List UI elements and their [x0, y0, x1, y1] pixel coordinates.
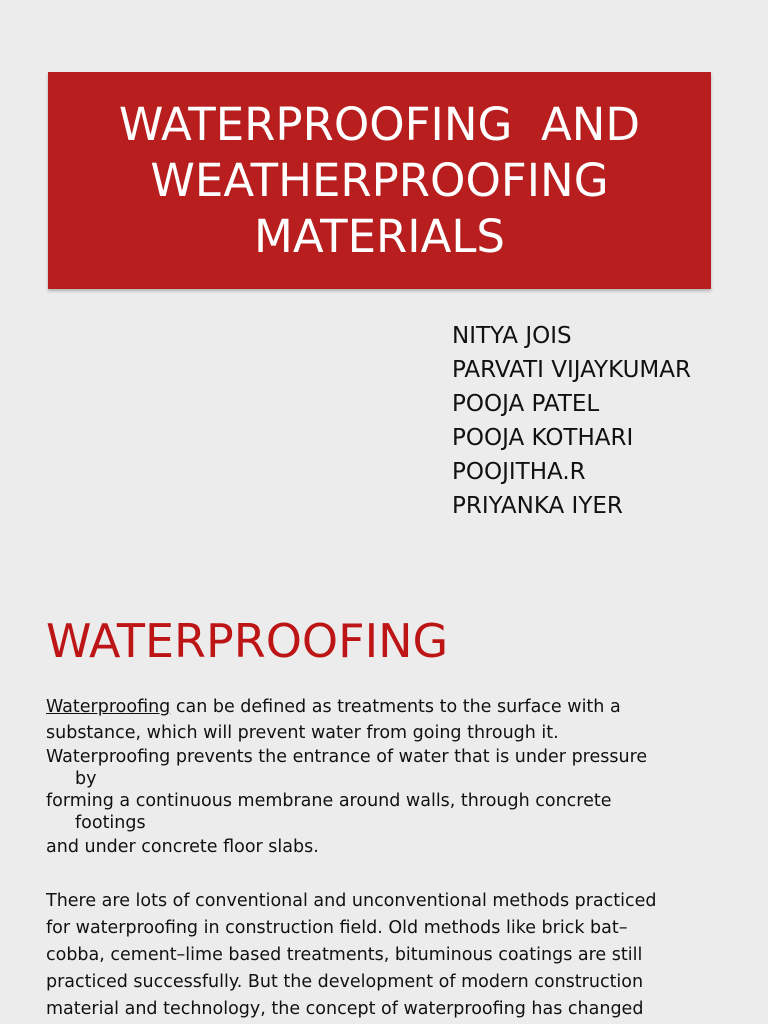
section-heading: WATERPROOFING: [46, 614, 449, 668]
paragraph-line: and under concrete floor slabs.: [46, 837, 319, 857]
author-name: POOJA PATEL: [452, 391, 600, 417]
title-banner: [48, 72, 711, 289]
paragraph-line: practiced successfully. But the development of modern construction: [46, 972, 644, 992]
wrapped-line: footings: [75, 813, 146, 833]
paragraph-line: Waterproofing prevents the entrance of water that is under pressure: [46, 747, 648, 767]
title-line: MATERIALS: [254, 209, 505, 263]
paragraph-line: forming a continuous membrane around walls, through concrete: [46, 791, 612, 811]
author-name: POOJITHA.R: [452, 459, 586, 485]
slide-title: [119, 97, 640, 265]
title-line: WATERPROOFING AND: [118, 97, 641, 151]
section-body: [46, 694, 736, 1023]
paragraph-line: material and technology, the concept of waterproofing has changed: [46, 999, 644, 1019]
paragraph-line: for waterproofing in construction field. Old methods like brick bat–: [46, 918, 628, 938]
paragraph-line: substance, which will prevent water from going through it.: [46, 723, 559, 743]
author-list: [452, 322, 752, 526]
author-name: NITYA JOIS: [452, 323, 572, 349]
author-name: PARVATI VIJAYKUMAR: [452, 357, 691, 383]
methods-paragraph: [46, 888, 736, 1023]
author-name: POOJA KOTHARI: [452, 425, 634, 451]
definition-paragraph: [46, 694, 736, 860]
line-text: can be defined as treatments to the surface with a: [170, 697, 621, 717]
author-name: PRIYANKA IYER: [452, 493, 623, 519]
defined-term: Waterproofing: [46, 697, 171, 717]
paragraph-line: There are lots of conventional and unconventional methods practiced: [46, 891, 657, 911]
paragraph-line: [46, 694, 736, 720]
title-line: WEATHERPROOFING: [150, 153, 609, 207]
wrapped-line: by: [75, 769, 97, 789]
paragraph-line: cobba, cement–lime based treatments, bituminous coatings are still: [46, 945, 643, 965]
